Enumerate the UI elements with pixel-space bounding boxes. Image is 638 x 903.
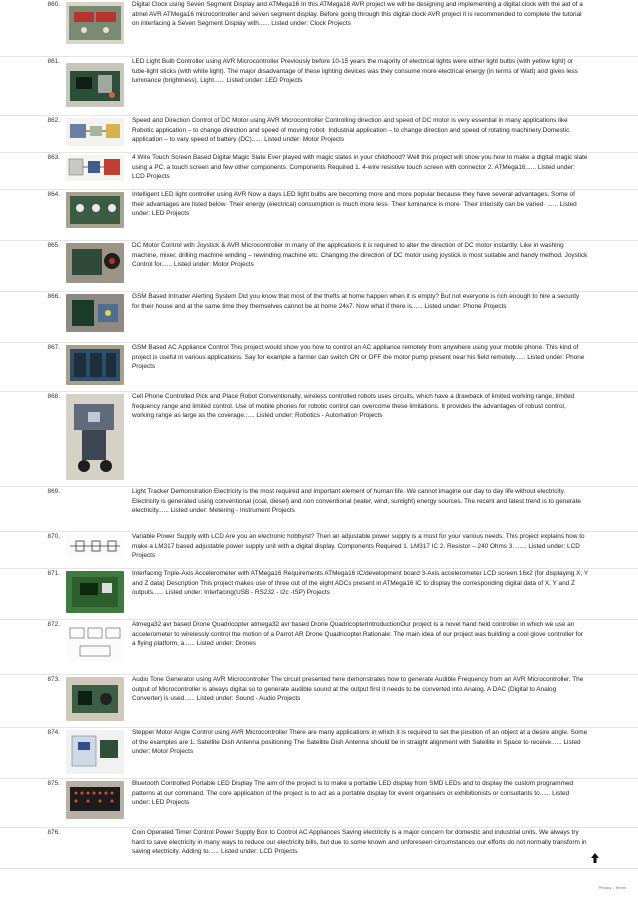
thumbnail-image[interactable] (66, 243, 124, 283)
item-description: DC Motor Control with Joystick & AVR Microcontroller In many of the applications it is required to alter the direction of DC motor instantly. Like in washing machine, mixer, drilling machine winding – rewinding machine etc. Changing the direction of DC motor using joystick is most suitable and handy method. Joystick Control for...... Listed under: Motor Projects (132, 242, 588, 269)
list-item (0, 292, 638, 343)
item-number: 865. (47, 242, 60, 249)
arrow-up-icon (590, 859, 600, 866)
list-item (0, 569, 638, 620)
item-description: Bluetooth Controlled Portable LED Display The aim of the project is to make a portable LED display from SMD LEDs and to display the custom programmed patterns at our command. The core application of the project is to act as a portable display for event organisers or exhibitionists or consultants to...... Listed under: LED Projects (132, 780, 574, 807)
list-item (0, 828, 638, 869)
thumbnail-image[interactable] (66, 192, 124, 228)
list-item (0, 392, 638, 487)
item-description: Speed and Direction Control of DC Motor using AVR Microcontroller Controlling direction and speed of DC motor is very essential in many applications like Robotic application – to change direction and speed of moving robot· Industrial application – to change direction and speed of rotating machinery Domestic application – to vary speed of battery (DC)...... Listed under: Motor Projects (132, 117, 570, 144)
list-item (0, 241, 638, 292)
item-description: Cell Phone Controlled Pick and Place Robot Conventionally, wireless controlled robots uses circuits, which have a drawback of limited working range, limited frequency range and limited control. Use of mobile phones for robotic control can overcome these limitations. It provides the advantages of robust control, working range as large as the coverage...... Listed under: Robotics - Automation Projects (132, 393, 575, 420)
list-item (0, 779, 638, 828)
thumbnail-image[interactable] (66, 394, 124, 480)
item-number: 874. (47, 729, 60, 736)
item-description: Variable Power Supply with LCD Are you an electronic hobbyist? Then an adjustable power supply is a must for your various needs. This project explains how to make a LM317 based adjustable power supply unit with a digital display. Components Required 1. LM317 IC 2. Resistor – 240 Ohms 3. ...... Listed under: LCD Projects (132, 533, 585, 560)
item-description: Atmega32 avr based Drone Quadricopter atmega32 avr based Drone QuadricopterIntroductionOur project is a novel hand held controller in which we use an accelerometer to wirelessly control the motion of a Parrot AR Drone Quadricopter.Rationale: The main idea of our project was building a cool glove controller for a flying platform, a...... Listed under: Drones (132, 621, 584, 648)
thumbnail-image[interactable] (66, 345, 124, 385)
item-description: 4 Wire Touch Screen Based Digital Magic Slate Ever played with magic slates in your childhood? Well this project will show you how to make a digital magic slate using a PC, a touch screen and few other components. Components Required 1. 4-wire resistive touch screen with connector 2. ATMega16...... Listed under: LCD Projects (132, 154, 588, 181)
item-number: 875. (47, 780, 60, 787)
thumbnail-image[interactable] (66, 63, 124, 107)
item-description: GSM Based AC Appliance Control This project would show you how to control an AC appliance remotely from anywhere using your mobile phone. This kind of project is useful in various applications. Say for example a farmer can switch ON or OFF the motor pump present near his field remotely...... Listed under: Phone Projects (132, 344, 585, 371)
item-description: Intelligent LED light controller using AVR Now a days LED light bulbs are becoming more and more popular because they have several advantages. Some of their advantages are listed below· Their energy (electrical) consumption is much more less· Their luminance is more· Their intensity can be varied· ...... Listed under: LED Projects (132, 191, 577, 218)
item-number: 872. (47, 621, 60, 628)
list-item (0, 343, 638, 392)
list-item (0, 153, 638, 190)
thumbnail-image[interactable] (66, 155, 124, 181)
list-item (0, 532, 638, 569)
item-number: 876. (47, 829, 60, 836)
thumbnail-image[interactable] (66, 534, 124, 558)
list-item (0, 487, 638, 532)
list-item (0, 620, 638, 675)
item-number: 860. (47, 1, 60, 8)
item-number: 867. (47, 344, 60, 351)
item-number: 870. (47, 533, 60, 540)
item-description: Digital Clock using Seven Segment Display and ATMega16 In this ATMega16 AVR project we will be designing and implementing a digital clock with the aid of a atmel AVR ATMega16 microcontroller and seven segment display. Before going through this digital clock AVR project it is recommended to complete the tutorial on interfacing a Seven Segment Display with...... Listed under: Clock Projects (132, 1, 583, 28)
item-description: Light Tracker Demonstration Electricity is the most required and important element of human life. We cannot imagine our day to day life without electricity. Electricity is generated using conventional (coal, diesel) and non conventional (water, wind, sunlight) energy sources. The recent and latest trend is to generate electricity...... Listed under: Metering - Instrument Projects (132, 488, 581, 515)
thumbnail-image[interactable] (66, 294, 124, 332)
item-number: 868. (47, 393, 60, 400)
item-description: Stepper Motor Angle Control using AVR Microcontroller There are many applications in which it is required to set the position of an object at a desire angle. Some of the examples are 1. Satellite Dish Antenna positioning The Satellite Dish Antenna should be in straight alignment with Satellite in Space to receive...... Listed under: Motor Projects (132, 729, 588, 756)
item-number: 862. (47, 117, 60, 124)
list-item (0, 57, 638, 116)
item-description: LED Light Bulb Controller using AVR Microcontroller Previously before 10-15 years the majority of electrical lights were either light bulbs (with yellow light) or tube-light sticks (with white light). The major disadvantage of these lighting devices was they consume more electrical energy (in terms of Watt) and gives less luminance (brightness). Light...... Listed under: LED Projects (132, 58, 578, 85)
item-description: Coin Operated Timer Control Power Supply Box to Control AC Appliances Saving electricity is a major concern for domestic and industrial units. We always try hard to save electricity in many ways to reduce our electricity bills, but due to some known and unforeseen circumstances our efforts do not normally transform in saving electricity. Adding to...... Listed under: LCD Projects (132, 829, 587, 856)
thumbnail-image[interactable] (66, 2, 124, 44)
item-number: 871. (47, 570, 60, 577)
item-number: 873. (47, 676, 60, 683)
item-number: 863. (47, 154, 60, 161)
item-description: Interfacing Triple-Axis Accelerometer with ATMega16 Requirements ATMega16 IC/development board 3-Axis accelerometer LCD screen 16x2 (for displaying X, Y and Z data) Description This project makes use of three out of the eight ADCs present in ATMega16 IC to display the corresponding digital data of X, Y and Z outputs...... Listed under: Interfacing(USB - RS232 - I2c -ISP) Projects (132, 570, 588, 597)
list-item (0, 728, 638, 779)
list-item (0, 190, 638, 241)
list-item (0, 675, 638, 728)
list-item (0, 116, 638, 153)
item-number: 869. (47, 488, 60, 495)
list-item (0, 0, 638, 57)
item-description: GSM Based Intruder Alerting System Did you know that most of the thefts at home happen when it is empty? But not everyone is rich enough to hire a security for their house and at the same time they themselves cannot be at home 24x7. Now what if there is...... Listed under: Phone Projects (132, 293, 580, 310)
scroll-to-top-button[interactable] (590, 852, 600, 864)
privacy-terms-link[interactable]: Privacy - Terms (598, 885, 626, 891)
thumbnail-image[interactable] (66, 571, 124, 613)
item-number: 866. (47, 293, 60, 300)
thumbnail-image[interactable] (66, 730, 124, 774)
thumbnail-image[interactable] (66, 622, 124, 662)
thumbnail-image[interactable] (66, 781, 124, 819)
thumbnail-image[interactable] (66, 118, 124, 146)
item-number: 861. (47, 58, 60, 65)
item-number: 864. (47, 191, 60, 198)
thumbnail-image[interactable] (66, 677, 124, 721)
item-description: Audio Tone Generator using AVR Microcontroller The circuit presented here demonstrates how to generate Audible Frequency from an AVR Microcontroller. The output of Microcontroller is always digital so to generate audible sound at the output first it needs to be converted into Analog. A DAC (Digital to Analog Converter) is used...... Listed under: Sound - Audio Projects (132, 676, 584, 703)
